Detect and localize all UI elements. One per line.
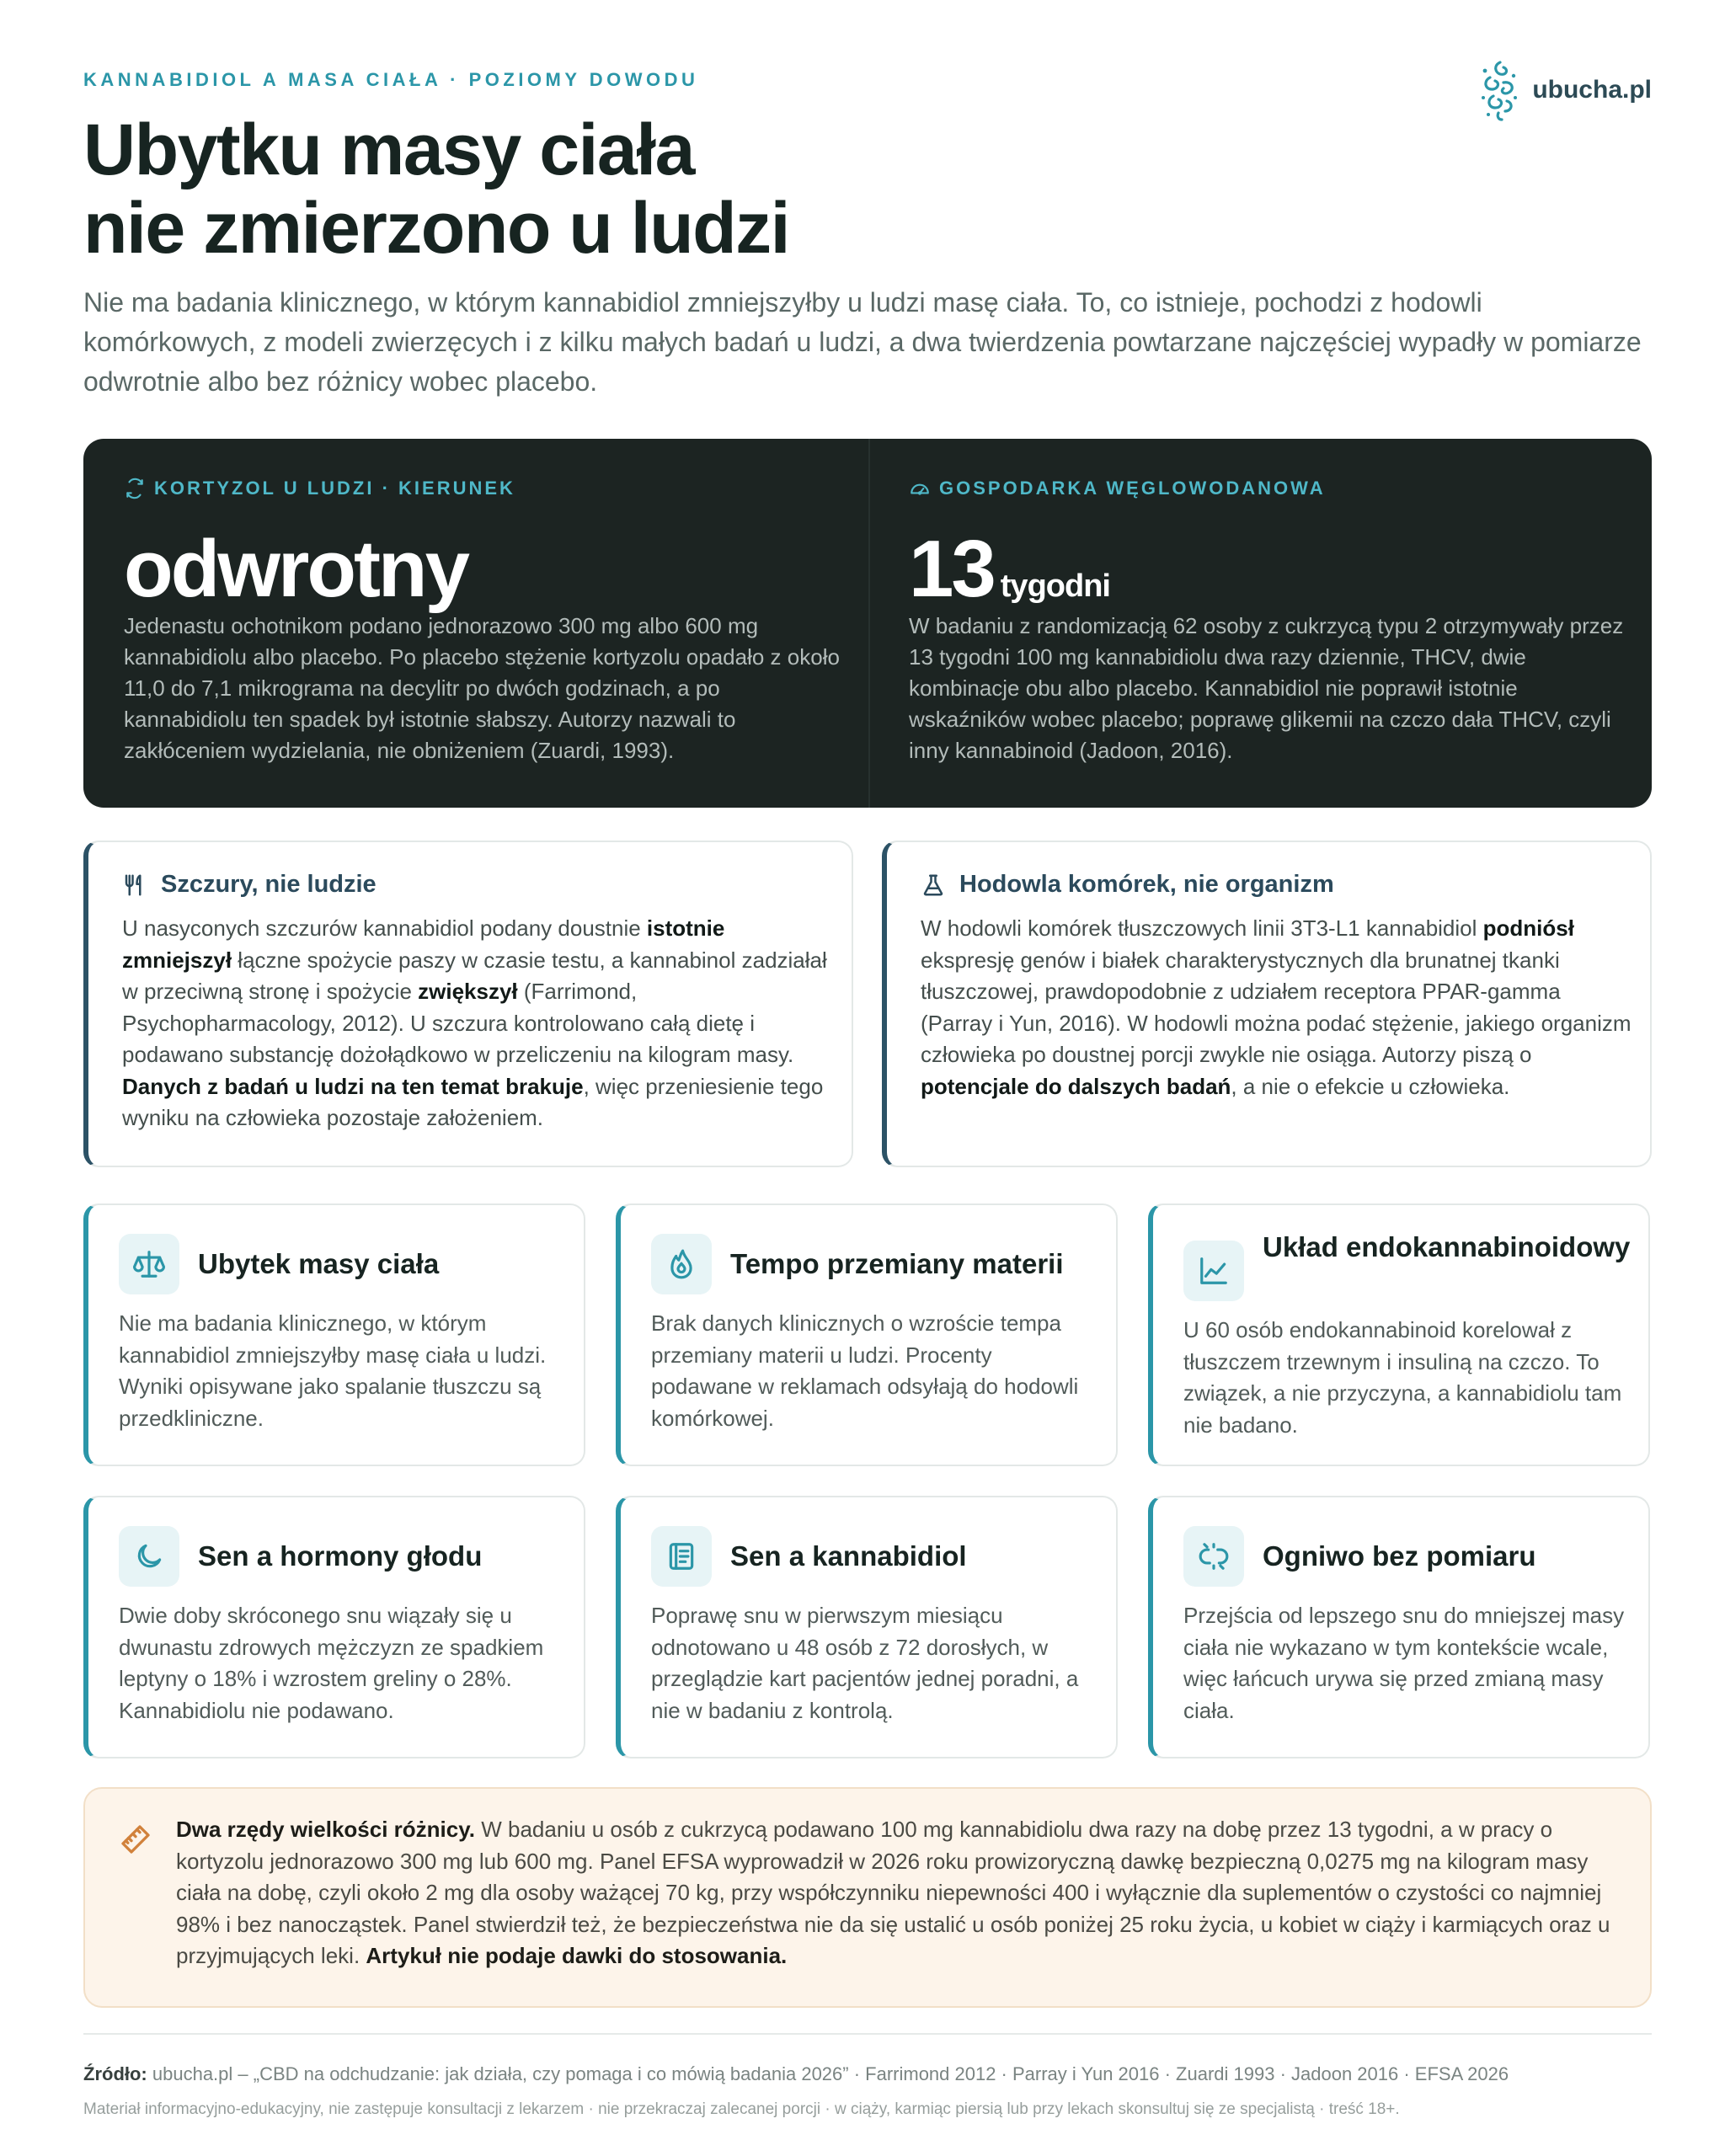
- stat-label: [124, 478, 515, 499]
- card-sleep-hormones: [83, 1496, 585, 1758]
- card-text: Przejścia od lepszego snu do mniejszej masy ciała nie wykazano w tym kontekście wcale, więc łańcuch urywa się przed zmianą masy ciała.: [1183, 1603, 1625, 1723]
- note-text: Dwa rzędy wielkości różnicy. W badaniu u osób z cukrzycą podawano 100 mg kannabidiolu dwa razy na dobę przez 13 tygodni, a w pracy o kortyzolu jednorazowo 300 mg lub 600 mg. Panel EFSA wyprowadził w 2026 roku prowizoryczną dawkę bezpieczną 0,0275 mg na kilogram masy ciała na dobę, czyli około 2 mg dla osoby ważącej 70 kg, przy współczynniku niepewności 400 i wyłącznie dla suplementów o czystości co najmniej 98% i bez nanocząstek. Panel stwierdził też, że bezpieczeństwa nie da się ustalić u osób poniżej 25 roku życia, u kobiet w ciąży i karmiących oraz u przyjmujących leki. Artykuł nie podaje dawki do stosowania.: [176, 1817, 1610, 1968]
- card-weight-loss: [83, 1203, 585, 1466]
- line-chart-icon: [1198, 1255, 1230, 1287]
- stat-value-text: 13: [909, 524, 994, 614]
- scale-icon: [133, 1248, 165, 1280]
- card-text: Poprawę snu w pierwszym miesiącu odnotowano u 48 osób z 72 dorosłych, w przeglądzie kart pacjentów jednej poradni, a nie w badaniu z kontrolą.: [651, 1603, 1079, 1723]
- source-label: Źródło:: [83, 2063, 147, 2084]
- stat-value: [124, 523, 467, 616]
- stat-value-text: odwrotny: [124, 524, 467, 614]
- stat-description: W badaniu z randomizacją 62 osoby z cukrzycą typu 2 otrzymywały przez 13 tygodni 100 mg kannabidiolu dwa razy dziennie, THCV, dwie kombinacje obu albo placebo. Kannabidiol nie poprawił istotnie wskaźników wobec placebo; poprawę glikemii na czczo dała THCV, czyli inny kannabinoid (Jadoon, 2016).: [909, 613, 1624, 763]
- evidence-card-title: Szczury, nie ludzie: [161, 871, 377, 898]
- brand-logo-icon: [1475, 57, 1524, 123]
- refresh-icon: [124, 478, 146, 499]
- card-icon-box: [651, 1526, 712, 1587]
- card-title: Tempo przemiany materii: [730, 1248, 1064, 1279]
- evidence-card-text: W hodowli komórek tłuszczowych linii 3T3-L1 kannabidiol podniósł ekspresję genów i białek charakterystycznych dla brunatnej tkanki tłuszczowej, prawdopodobnie z udziałem receptora PPAR-gamma (Parray i Yun, 2016). W hodowli można podać stężenie, jakiego organizm człowieka po doustnej porcji zwykle nie osiąga. Autorzy piszą o potencjale do dalszych badań, a nie o efekcie u człowieka.: [921, 915, 1632, 1099]
- card-text: Nie ma badania klinicznego, w którym kannabidiol zmniejszyłby masę ciała u ludzi. Wyniki opisywane jako spalanie tłuszczu są przedkliniczne.: [119, 1310, 547, 1431]
- evidence-card-rats: [83, 841, 853, 1167]
- card-title: Sen a hormony głodu: [198, 1540, 483, 1572]
- card-sleep-cbd: [616, 1496, 1118, 1758]
- footer-divider: [83, 2033, 1652, 2035]
- source-text: ubucha.pl – „CBD na odchudzanie: jak działa, czy pomaga i co mówią badania 2026” · Farrimond 2012 · Parray i Yun 2016 · Zuardi 1993 · Jadoon 2016 · EFSA 2026: [147, 2063, 1509, 2084]
- evidence-card-title: Hodowla komórek, nie organizm: [959, 871, 1334, 898]
- note-conclusion: Artykuł nie podaje dawki do stosowania.: [366, 1943, 788, 1968]
- brand-name: ubucha.pl: [1532, 76, 1652, 104]
- moon-icon: [133, 1540, 165, 1572]
- card-title: Układ endokannabinoidowy: [1263, 1231, 1631, 1262]
- card-icon-box: [1183, 1241, 1244, 1301]
- card-title: Ogniwo bez pomiaru: [1263, 1540, 1536, 1572]
- stat-label: [909, 478, 1326, 499]
- card-endocannabinoid: [1148, 1203, 1650, 1466]
- title-line-2: nie zmierzono u ludzi: [83, 188, 790, 269]
- card-icon-box: [119, 1234, 179, 1294]
- source-line: [83, 2063, 1652, 2085]
- card-text: Dwie doby skróconego snu wiązały się u dwunastu zdrowych mężczyzn ze spadkiem leptyny o 18% i wzrostem greliny o 28%. Kannabidiolu nie podawano.: [119, 1603, 544, 1723]
- card-icon-box: [1183, 1526, 1244, 1587]
- note-lead: Dwa rzędy wielkości różnicy.: [176, 1817, 475, 1842]
- brand[interactable]: [1475, 57, 1652, 123]
- evidence-card-header: [122, 871, 377, 899]
- ruler-icon: [119, 1822, 152, 1856]
- title-line-1: Ubytku masy ciała: [83, 109, 694, 190]
- utensils-icon: [122, 873, 147, 898]
- evidence-card-text: U nasyconych szczurów kannabidiol podany doustnie istotnie zmniejszył łączne spożycie paszy w czasie testu, a kannabinol zadziałał w przeciwną stronę i spożycie zwiększył (Farrimond, Psychopharmacology, 2012). U szczura kontrolowano całą dietę i podawano substancję dożołądkowo w przeliczeniu na kilogram masy. Danych z badań u ludzi na ten temat brakuje, więc przeniesienie tego wyniku na człowieka pozostaje założeniem.: [122, 915, 827, 1130]
- flask-icon: [921, 873, 946, 898]
- card-metabolism: [616, 1203, 1118, 1466]
- card-icon-box: [651, 1234, 712, 1294]
- stat-label-text: KORTYZOL U LUDZI · KIERUNEK: [154, 478, 515, 499]
- evidence-card-header: [921, 871, 1334, 899]
- card-text: Brak danych klinicznych o wzroście tempa przemiany materii u ludzi. Procenty podawane w reklamach odsyłają do hodowli komórkowej.: [651, 1310, 1079, 1431]
- gauge-icon: [909, 478, 931, 499]
- stat-cortisol: [124, 439, 840, 808]
- broken-link-icon: [1198, 1540, 1230, 1572]
- notebook-icon: [665, 1540, 697, 1572]
- lede: Nie ma badania klinicznego, w którym kannabidiol zmniejszyłby u ludzi masę ciała. To, co istnieje, pochodzi z hodowli komórkowych, z modeli zwierzęcych i z kilku małych badań u ludzi, a dwa twierdzenia powtarzane najczęściej wypadły w pomiarze odwrotnie albo bez różnicy wobec placebo.: [83, 287, 1642, 397]
- stat-description: Jedenastu ochotnikom podano jednorazowo 300 mg albo 600 mg kannabidiolu albo placebo. Po placebo stężenie kortyzolu opadało z około 11,0 do 7,1 mikrograma na decylitr po dwóch godzinach, a po kannabidiolu ten spadek był istotnie słabszy. Autorzy nazwali to zakłóceniem wydzielania, nie obniżeniem (Zuardi, 1993).: [124, 613, 840, 763]
- disclaimer: Materiał informacyjno-edukacyjny, nie zastępuje konsultacji z lekarzem · nie przekraczaj zalecanej porcji · w ciąży, karmiąc piersią lub przy lekach skonsultuj się ze specjalistą · treść 18+.: [83, 2100, 1400, 2118]
- flame-icon: [665, 1248, 697, 1280]
- stats-divider: [868, 439, 870, 808]
- card-missing-link: [1148, 1496, 1650, 1758]
- page-title: [83, 111, 789, 268]
- card-text: U 60 osób endokannabinoid korelował z tłuszczem trzewnym i insuliną na czczo. To związek, a nie przyczyna, a kannabidiolu tam nie badano.: [1183, 1317, 1622, 1438]
- stats-panel: [83, 439, 1652, 808]
- stat-unit: tygodni: [1000, 568, 1110, 604]
- card-title: Sen a kannabidiol: [730, 1540, 967, 1572]
- stat-glucose: [909, 439, 1625, 808]
- card-title: Ubytek masy ciała: [198, 1248, 440, 1279]
- stat-label-text: GOSPODARKA WĘGLOWODANOWA: [939, 478, 1326, 499]
- eyebrow: KANNABIDIOL A MASA CIAŁA · POZIOMY DOWODU: [83, 69, 699, 90]
- dosage-note: [83, 1787, 1652, 2008]
- evidence-card-cells: [882, 841, 1652, 1167]
- card-icon-box: [119, 1526, 179, 1587]
